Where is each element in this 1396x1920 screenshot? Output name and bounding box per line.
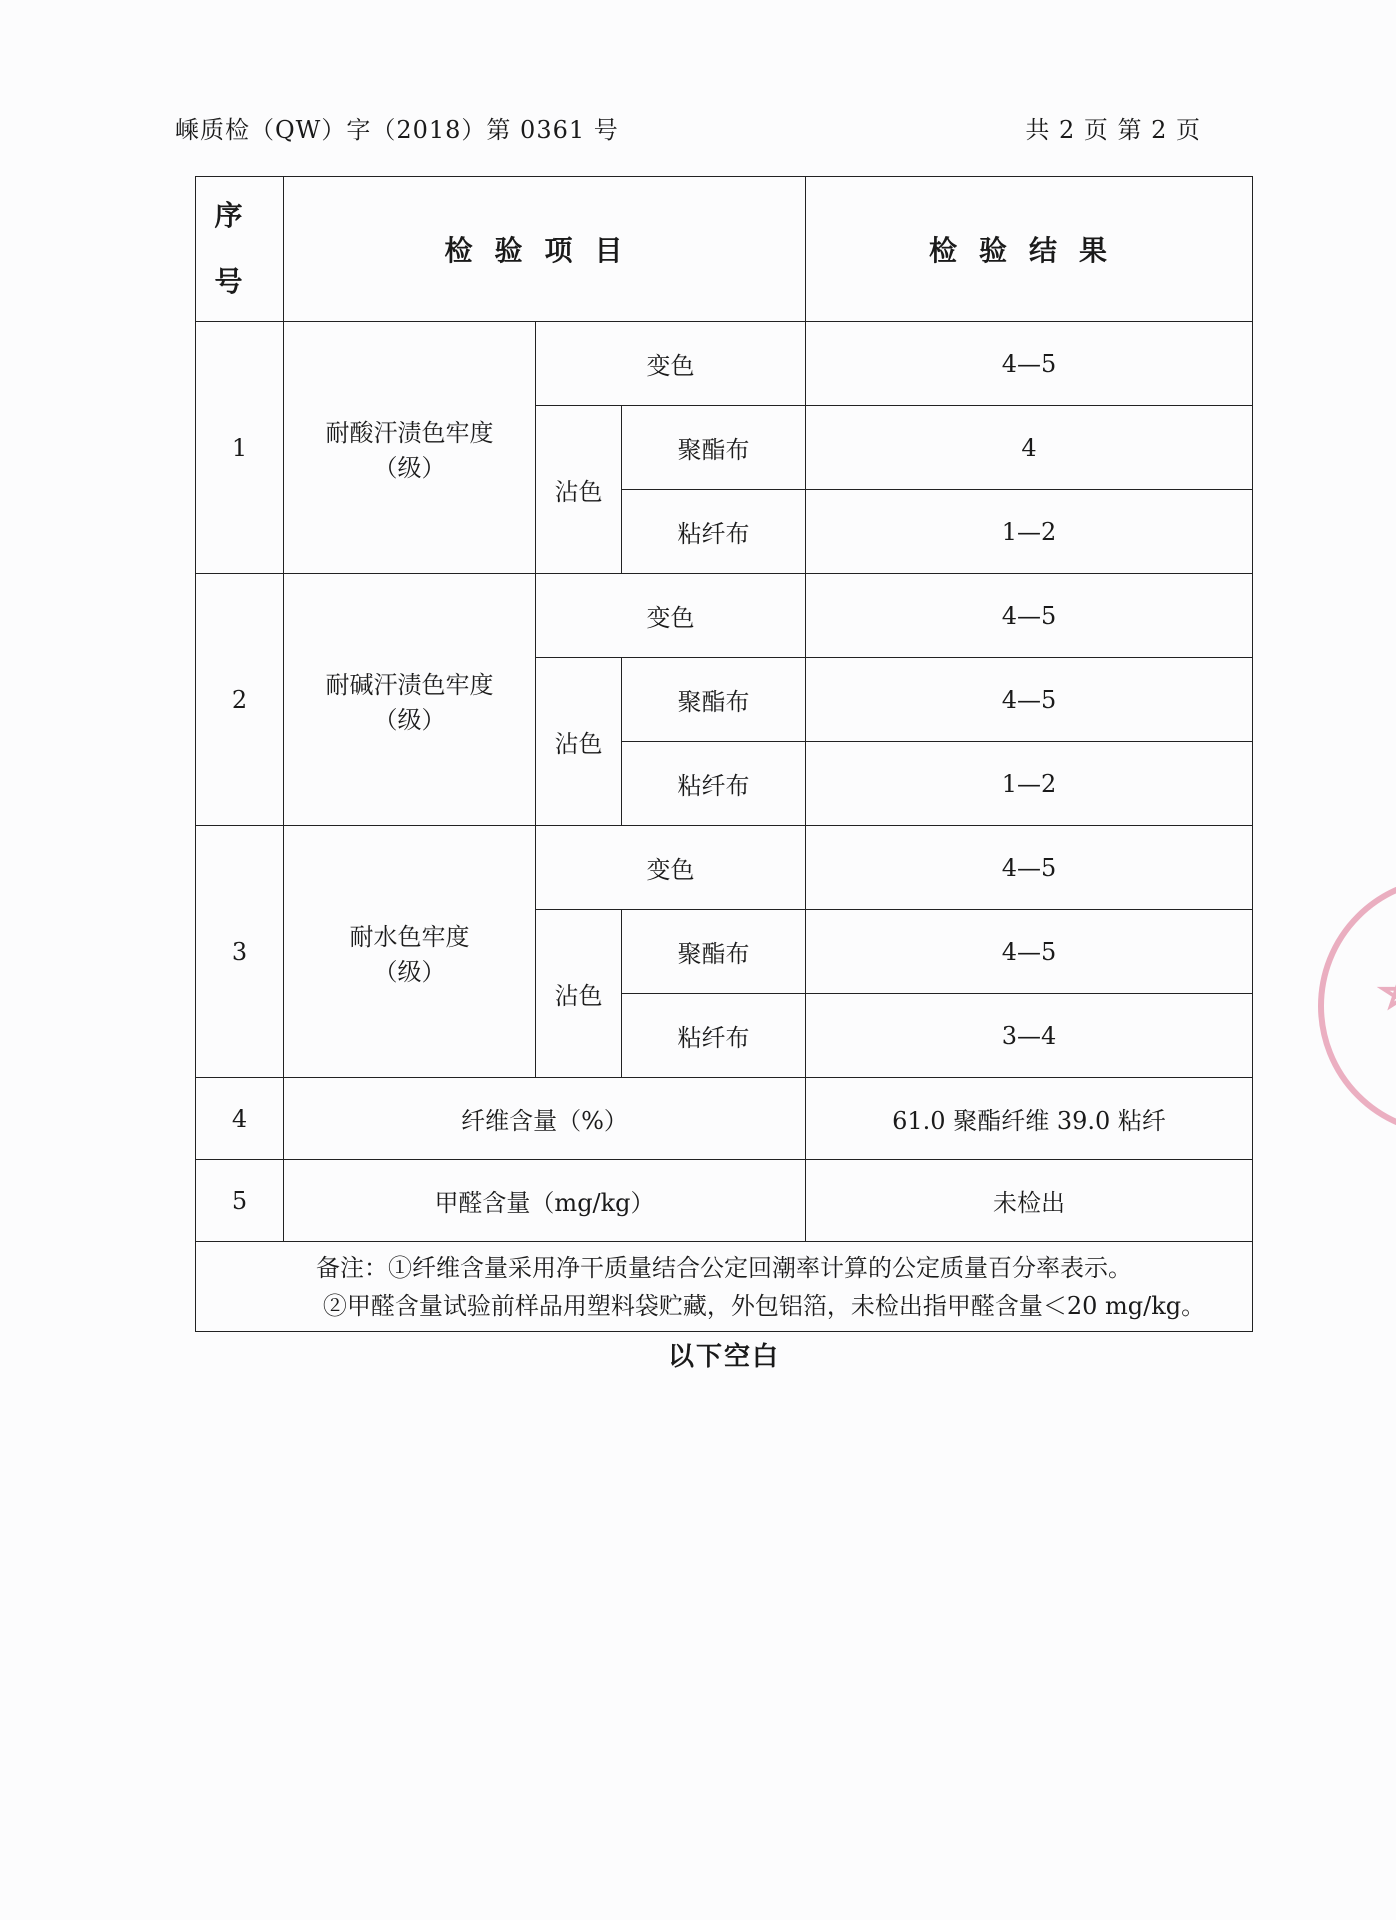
header-seq: 序 号 [196, 177, 284, 322]
viscose-value: 1—2 [806, 490, 1253, 574]
remarks-row [196, 1242, 1253, 1332]
row-seq: 1 [196, 322, 284, 574]
table-row [196, 574, 1253, 658]
row-item: 纤维含量（%） [284, 1078, 806, 1160]
color-change-label: 变色 [536, 574, 806, 658]
color-change-value: 4—5 [806, 322, 1253, 406]
row-item: 耐水色牢度 （级） [284, 826, 536, 1078]
row-seq: 2 [196, 574, 284, 826]
fabric-polyester: 聚酯布 [622, 910, 806, 994]
polyester-value: 4—5 [806, 658, 1253, 742]
row-item: 耐酸汗渍色牢度 （级） [284, 322, 536, 574]
report-number: 嵊质检（QW）字（2018）第 0361 号 [175, 116, 619, 144]
viscose-value: 3—4 [806, 994, 1253, 1078]
row-item: 耐碱汗渍色牢度 （级） [284, 574, 536, 826]
fabric-viscose: 粘纤布 [622, 994, 806, 1078]
table-row [196, 322, 1253, 406]
fabric-polyester: 聚酯布 [622, 406, 806, 490]
remarks [196, 1242, 1253, 1332]
remark-line-1: 备注：①纤维含量采用净干质量结合公定回潮率计算的公定质量百分率表示。 [316, 1253, 1132, 1282]
inspection-seal-stamp [1318, 876, 1396, 1136]
color-change-value: 4—5 [806, 574, 1253, 658]
row-result: 未检出 [806, 1160, 1253, 1242]
header-item: 检验项目 [284, 177, 806, 322]
row-seq: 3 [196, 826, 284, 1078]
staining-label: 沾色 [536, 910, 622, 1078]
viscose-value: 1—2 [806, 742, 1253, 826]
row-result: 61.0 聚酯纤维 39.0 粘纤 [806, 1078, 1253, 1160]
staining-label: 沾色 [536, 406, 622, 574]
header-result: 检验结果 [806, 177, 1253, 322]
row-item: 甲醛含量（mg/kg） [284, 1160, 806, 1242]
polyester-value: 4 [806, 406, 1253, 490]
table-row [196, 826, 1253, 910]
color-change-label: 变色 [536, 826, 806, 910]
fabric-polyester: 聚酯布 [622, 658, 806, 742]
fabric-viscose: 粘纤布 [622, 742, 806, 826]
polyester-value: 4—5 [806, 910, 1253, 994]
page-info: 共 2 页 第 2 页 [1025, 116, 1201, 144]
document-header [175, 110, 1201, 145]
blank-below-note: 以下空白 [667, 1342, 780, 1372]
color-change-value: 4—5 [806, 826, 1253, 910]
table-row [196, 1078, 1253, 1160]
table-row [196, 1160, 1253, 1242]
color-change-label: 变色 [536, 322, 806, 406]
table-header-row [196, 177, 1253, 322]
row-seq: 4 [196, 1078, 284, 1160]
inspection-table [195, 176, 1253, 1332]
fabric-viscose: 粘纤布 [622, 490, 806, 574]
row-seq: 5 [196, 1160, 284, 1242]
staining-label: 沾色 [536, 658, 622, 826]
remark-line-2: ②甲醛含量试验前样品用塑料袋贮藏，外包铝箔，未检出指甲醛含量＜20 mg/kg。 [322, 1291, 1206, 1320]
